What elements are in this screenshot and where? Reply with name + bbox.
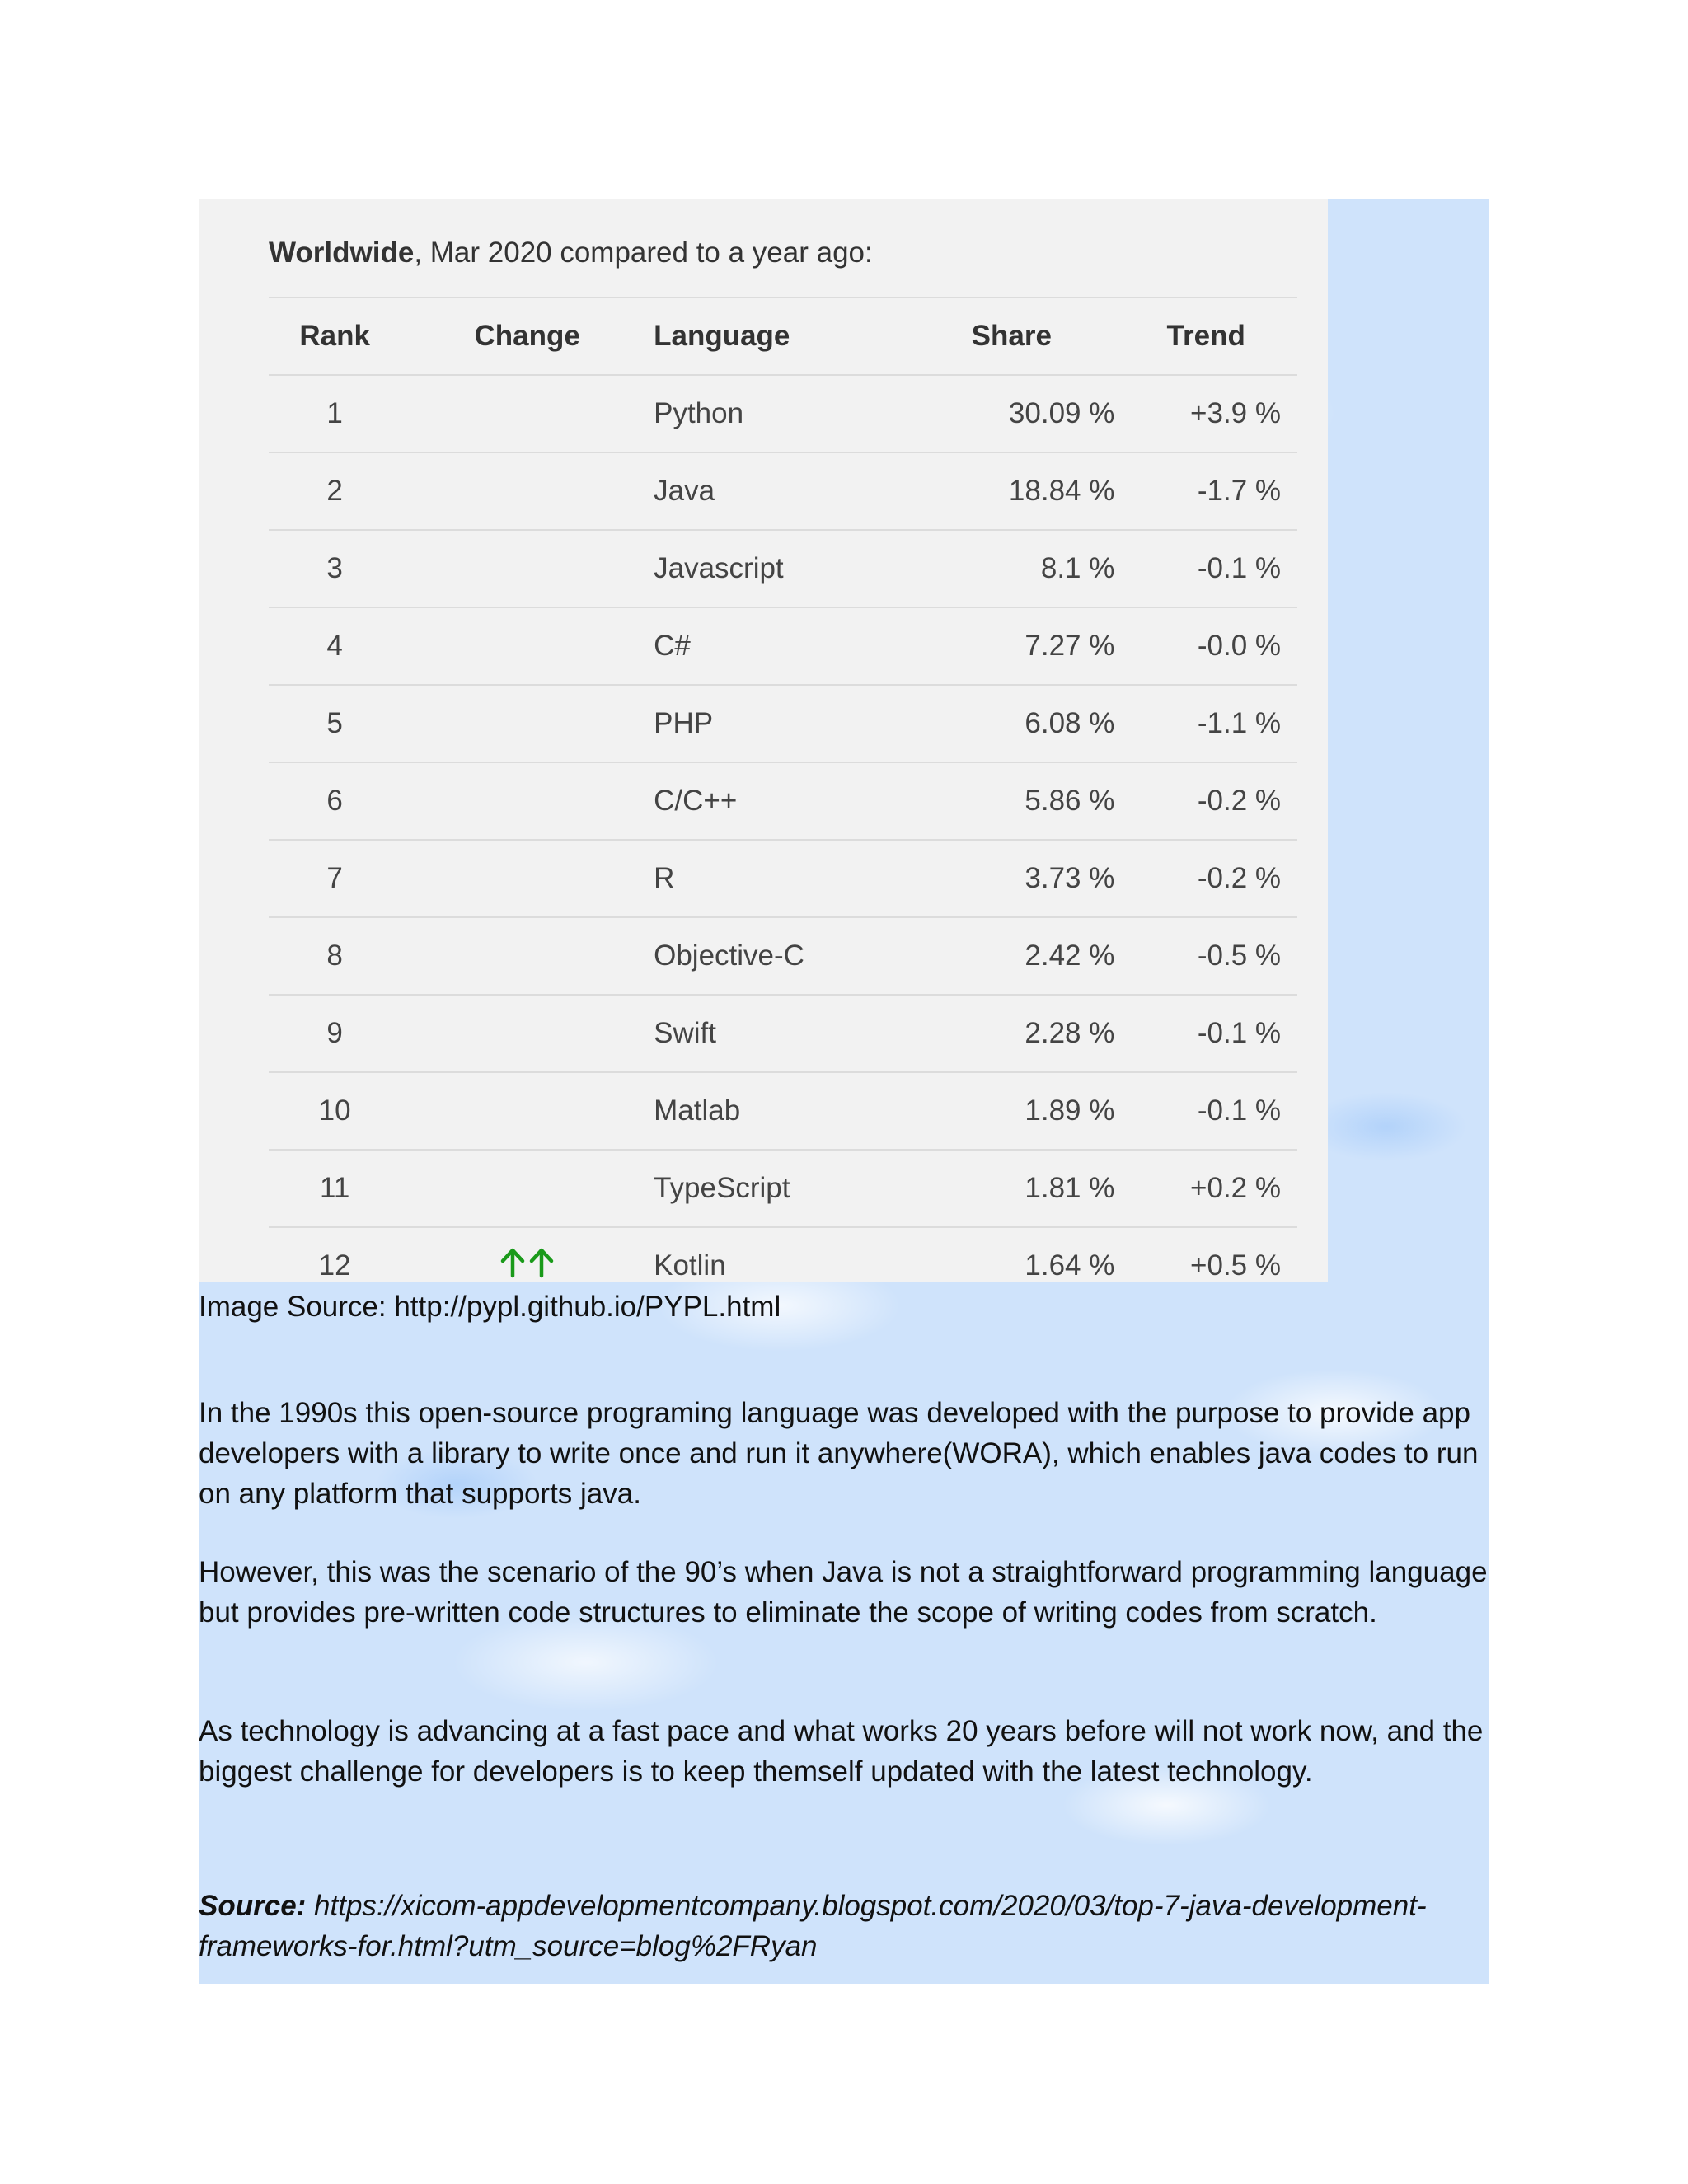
cell-language: R xyxy=(654,840,859,917)
cell-change xyxy=(401,1072,654,1150)
cell-language: Javascript xyxy=(654,530,859,607)
cell-trend: -0.5 % xyxy=(1114,917,1297,995)
cell-language: Objective-C xyxy=(654,917,859,995)
cell-rank: 9 xyxy=(269,995,401,1072)
cell-change xyxy=(401,762,654,840)
ranking-table-image xyxy=(199,199,1328,1282)
cell-trend: -0.2 % xyxy=(1114,840,1297,917)
caption-bold: Worldwide xyxy=(269,237,415,269)
cell-change xyxy=(401,452,654,530)
table-caption xyxy=(269,237,873,269)
cell-trend: -0.0 % xyxy=(1114,607,1297,685)
table-row xyxy=(269,375,1297,452)
cell-rank: 10 xyxy=(269,1072,401,1150)
table-row xyxy=(269,995,1297,1072)
cell-change xyxy=(401,917,654,995)
cell-trend: -0.1 % xyxy=(1114,530,1297,607)
cell-rank: 2 xyxy=(269,452,401,530)
cell-language: TypeScript xyxy=(654,1150,859,1227)
cell-change xyxy=(401,685,654,762)
table-row xyxy=(269,685,1297,762)
cell-share: 1.89 % xyxy=(859,1072,1114,1150)
cell-share: 5.86 % xyxy=(859,762,1114,840)
table-row xyxy=(269,762,1297,840)
cell-rank: 12 xyxy=(269,1227,401,1282)
caption-rest: , Mar 2020 compared to a year ago: xyxy=(414,237,873,269)
table-row xyxy=(269,607,1297,685)
cell-change xyxy=(401,995,654,1072)
paragraph-1: In the 1990s this open-source programing language was developed with the purpose to provide app developers with a library to write once and run it anywhere(WORA), which enables java codes to run on any platform that supports java. xyxy=(199,1397,1479,1510)
paragraph-2: However, this was the scenario of the 90’s when Java is not a straightforward programming language but provides pre-written code structures to eliminate the scope of writing codes from scratch. xyxy=(199,1556,1488,1629)
cell-language: Swift xyxy=(654,995,859,1072)
cell-share: 1.81 % xyxy=(859,1150,1114,1227)
image-source-caption: Image Source: http://pypl.github.io/PYPL.html xyxy=(199,1291,781,1323)
cell-share: 30.09 % xyxy=(859,375,1114,452)
cell-share: 8.1 % xyxy=(859,530,1114,607)
table-row xyxy=(269,1072,1297,1150)
cell-language: C# xyxy=(654,607,859,685)
cell-language: PHP xyxy=(654,685,859,762)
cell-language: Python xyxy=(654,375,859,452)
cell-share: 1.64 % xyxy=(859,1227,1114,1282)
source-url: https://xicom-appdevelopmentcompany.blogspot.com/2020/03/top-7-java-development-frameworks-for.html?utm_source=blog%2FRyan xyxy=(199,1890,1427,1962)
table-row xyxy=(269,530,1297,607)
cell-trend: -0.2 % xyxy=(1114,762,1297,840)
paragraph-3: As technology is advancing at a fast pace and what works 20 years before will not work now, and the biggest challenge for developers is to keep themself updated with the latest technology. xyxy=(199,1715,1484,1788)
header-share: Share xyxy=(859,298,1114,375)
cell-language: Kotlin xyxy=(654,1227,859,1282)
cell-rank: 1 xyxy=(269,375,401,452)
cell-share: 6.08 % xyxy=(859,685,1114,762)
source-label: Source: xyxy=(199,1890,307,1922)
cell-change xyxy=(401,607,654,685)
cell-language: Java xyxy=(654,452,859,530)
cell-rank: 5 xyxy=(269,685,401,762)
table-row xyxy=(269,452,1297,530)
cell-trend: -1.1 % xyxy=(1114,685,1297,762)
header-change: Change xyxy=(401,298,654,375)
header-rank: Rank xyxy=(269,298,401,375)
cell-rank: 4 xyxy=(269,607,401,685)
cell-share: 7.27 % xyxy=(859,607,1114,685)
header-trend: Trend xyxy=(1114,298,1297,375)
cell-change xyxy=(401,840,654,917)
cell-change xyxy=(401,530,654,607)
cell-trend: +3.9 % xyxy=(1114,375,1297,452)
cell-rank: 8 xyxy=(269,917,401,995)
table-row xyxy=(269,1227,1297,1282)
cell-trend: +0.2 % xyxy=(1114,1150,1297,1227)
table-header-row xyxy=(269,298,1297,375)
cell-trend: -0.1 % xyxy=(1114,1072,1297,1150)
table-row xyxy=(269,1150,1297,1227)
cell-rank: 6 xyxy=(269,762,401,840)
cell-rank: 3 xyxy=(269,530,401,607)
cell-rank: 7 xyxy=(269,840,401,917)
source-citation xyxy=(199,1886,1489,1966)
table-row xyxy=(269,917,1297,995)
cell-rank: 11 xyxy=(269,1150,401,1227)
cell-share: 18.84 % xyxy=(859,452,1114,530)
cell-change xyxy=(401,1150,654,1227)
cell-change xyxy=(401,375,654,452)
cell-trend: -1.7 % xyxy=(1114,452,1297,530)
header-language: Language xyxy=(654,298,859,375)
cell-share: 3.73 % xyxy=(859,840,1114,917)
double-up-arrow-icon xyxy=(499,1246,556,1282)
cell-share: 2.42 % xyxy=(859,917,1114,995)
table-row xyxy=(269,840,1297,917)
cell-language: Matlab xyxy=(654,1072,859,1150)
cell-language: C/C++ xyxy=(654,762,859,840)
cell-change xyxy=(401,1227,654,1282)
language-ranking-table xyxy=(269,297,1297,1282)
cell-trend: +0.5 % xyxy=(1114,1227,1297,1282)
cell-share: 2.28 % xyxy=(859,995,1114,1072)
cell-trend: -0.1 % xyxy=(1114,995,1297,1072)
